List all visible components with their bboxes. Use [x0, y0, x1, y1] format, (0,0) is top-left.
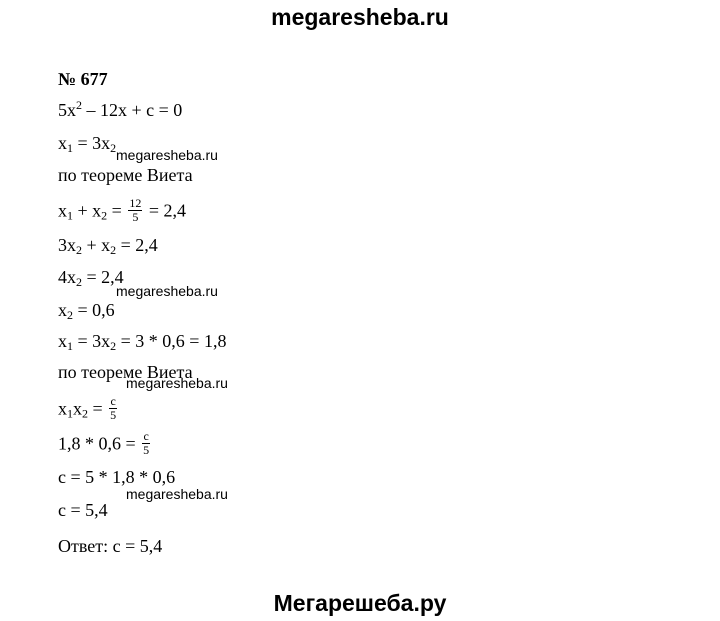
subscript: 2 [110, 141, 117, 155]
term: = [107, 200, 127, 221]
watermark: megaresheba.ru [126, 375, 228, 391]
term: x [58, 200, 67, 221]
equation-part: 5x [58, 100, 76, 120]
answer-line: Ответ: c = 5,4 [58, 536, 163, 556]
subscript: 2 [76, 243, 82, 257]
exponent: 2 [76, 98, 82, 112]
watermark: megaresheba.ru [116, 283, 218, 299]
product-numeric-line [58, 429, 152, 459]
term: 3x [58, 235, 76, 255]
product-line [58, 394, 119, 424]
c-expression-line: c = 5 * 1,8 * 0,6 [58, 467, 176, 487]
term: + x [73, 200, 102, 221]
subscript: 2 [110, 339, 117, 353]
equation-part: – 12x + c = 0 [82, 100, 183, 120]
site-header-title: megaresheba.ru [271, 4, 449, 30]
condition-line [58, 132, 116, 154]
fraction-denominator: 5 [110, 408, 117, 422]
c-value-line: c = 5,4 [58, 500, 108, 520]
subscript: 2 [82, 406, 88, 421]
subscript: 1 [67, 208, 73, 223]
term: + x [82, 235, 111, 255]
fraction [109, 395, 117, 422]
term: = 3x [73, 331, 111, 351]
fraction [142, 430, 150, 457]
fraction-numerator: c [143, 429, 149, 443]
watermark: megaresheba.ru [126, 486, 228, 502]
term: x [58, 331, 67, 351]
fraction [128, 197, 142, 224]
term: x [58, 398, 67, 419]
term: 1,8 * 0,6 = [58, 433, 141, 454]
fraction-denominator: 5 [143, 443, 150, 457]
fraction-numerator: 12 [129, 196, 142, 210]
vieta-label-2: по теореме Виета [58, 362, 193, 382]
subscript: 2 [101, 208, 108, 223]
step-line [58, 299, 115, 321]
step-line [58, 234, 158, 256]
site-footer-title: Мегарешеба.ру [273, 590, 447, 616]
subscript: 2 [110, 243, 117, 257]
subscript: 1 [67, 141, 73, 155]
term: = 2,4 [116, 235, 158, 255]
problem-number: № 677 [58, 69, 108, 89]
term: = 2,4 [82, 267, 124, 287]
subscript: 2 [67, 308, 73, 322]
fraction-denominator: 5 [132, 210, 139, 224]
vieta-label-1: по теореме Виета [58, 165, 193, 185]
sum-line [58, 196, 186, 226]
subscript: 1 [67, 339, 73, 353]
step-line [58, 330, 226, 352]
term: = 3 * 0,6 = 1,8 [116, 331, 227, 351]
watermark: megaresheba.ru [116, 147, 218, 163]
term: = 3x [73, 133, 111, 153]
term: x [58, 133, 67, 153]
term: x [73, 398, 82, 419]
term: = 0,6 [73, 300, 115, 320]
fraction-numerator: c [110, 394, 116, 408]
term: = 2,4 [144, 200, 186, 221]
subscript: 2 [76, 275, 82, 289]
term: 4x [58, 267, 76, 287]
equation-line [58, 99, 182, 121]
subscript: 1 [67, 406, 73, 421]
term: = [88, 398, 108, 419]
step-line [58, 266, 124, 288]
term: x [58, 300, 67, 320]
